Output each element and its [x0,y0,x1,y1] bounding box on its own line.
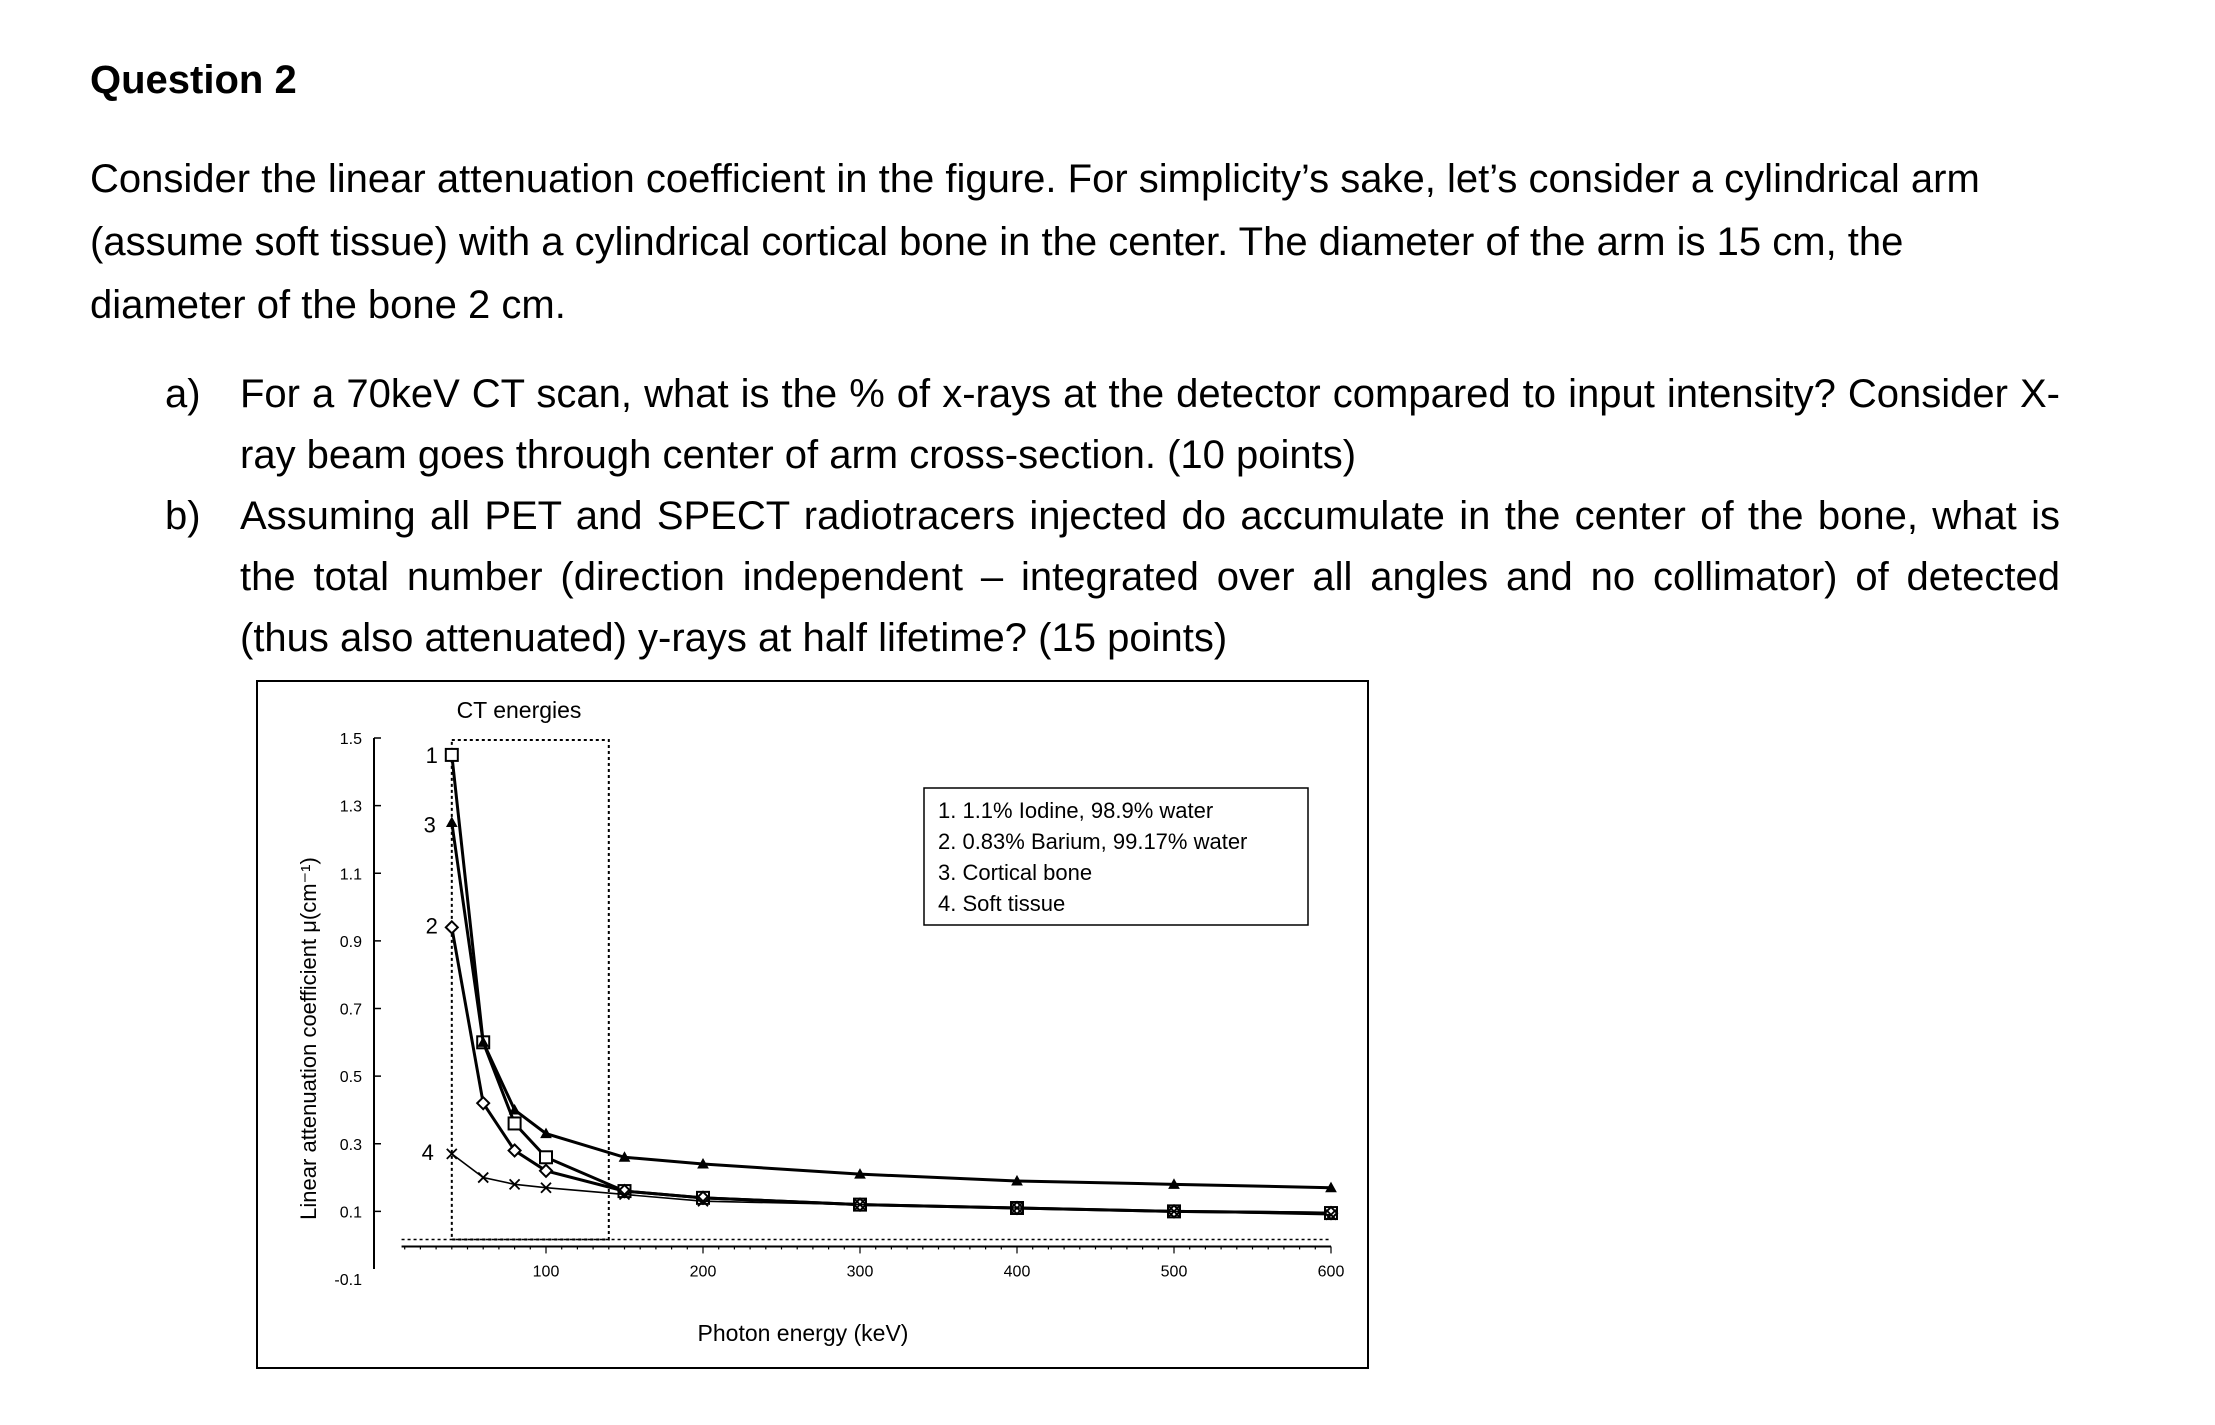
x-tick-label: 100 [532,1263,560,1281]
x-tick-label: 200 [689,1263,717,1281]
attenuation-figure [256,680,1369,1369]
ct-energies-label: CT energies [456,697,582,723]
question-title: Question 2 [90,58,297,102]
series-number-label: 3 [423,812,436,838]
y-tick-label: 0.3 [339,1136,362,1154]
part-b-text: Assuming all PET and SPECT radiotracers injected do accumulate in the center of the bone, what is the total number (direction independent – integrated over all angles and no collimator) of detected (thus also attenuated) y-rays at half lifetime? (15 points) [240,494,2060,660]
y-tick-label: 0.1 [339,1204,362,1222]
legend-entry: 1. 1.1% Iodine, 98.9% water [938,798,1214,823]
data-point [509,1117,521,1129]
x-tick-label: 300 [846,1263,874,1281]
y-tick-label: 0.5 [339,1069,362,1087]
question-intro: Consider the linear attenuation coefficient in the figure. For simplicity’s sake, let’s consider a cylindrical arm (assume soft tissue) with a cylindrical cortical bone in the center. The diameter of the arm is 15 cm, the diameter of the bone 2 cm. [90,157,1980,327]
part-a-label: a) [165,372,201,416]
y-tick-label: -0.1 [334,1272,362,1289]
series-number-label: 4 [421,1139,434,1165]
legend [924,788,1308,925]
x-tick-label: 500 [1160,1263,1188,1281]
legend-entry: 3. Cortical bone [938,860,1093,885]
legend-entry: 2. 0.83% Barium, 99.17% water [938,829,1248,854]
series-number-label: 2 [425,913,438,939]
series-number-label: 1 [425,742,438,768]
part-a-text: For a 70keV CT scan, what is the % of x-rays at the detector compared to input intensity? Consider X-ray beam goes through center of arm cross-section. (10 points) [240,372,2060,477]
figure-frame [257,681,1368,1368]
data-point [446,749,458,761]
y-axis-label: Linear attenuation coefficient μ(cm⁻¹) [296,857,321,1220]
x-tick-label: 600 [1317,1263,1345,1281]
part-b-label: b) [165,494,201,538]
y-tick-label: 1.5 [339,731,362,748]
y-tick-label: 0.7 [339,1001,362,1019]
y-tick-label: 1.3 [339,798,362,816]
attenuation-chart [256,680,1369,1369]
x-axis-label: Photon energy (keV) [697,1320,909,1346]
x-tick-label: 400 [1003,1263,1031,1281]
y-tick-label: 0.9 [339,933,362,951]
y-tick-label: 1.1 [339,866,362,884]
legend-entry: 4. Soft tissue [938,891,1066,916]
data-point [540,1151,552,1163]
